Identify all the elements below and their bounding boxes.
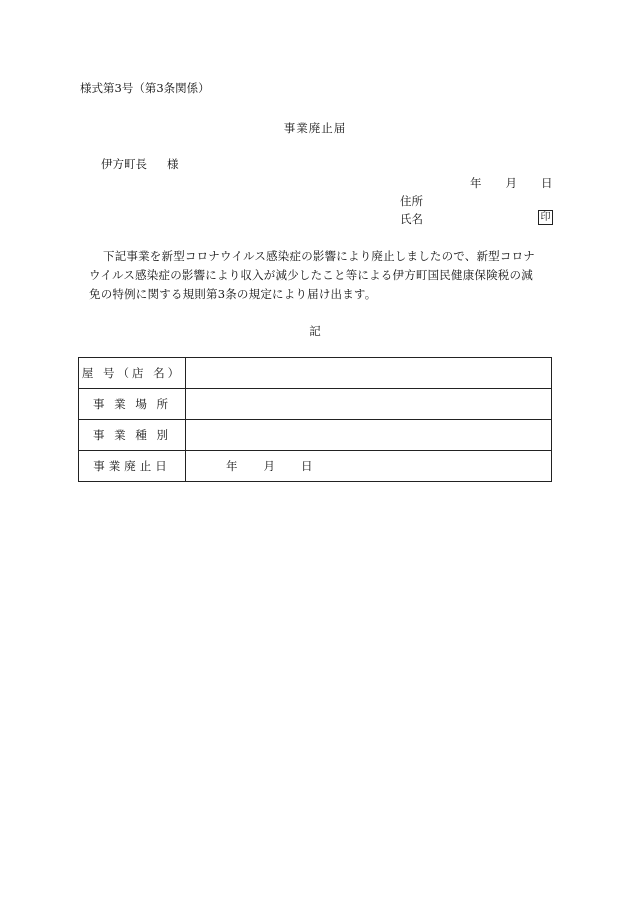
- addressee-name: 伊方町長: [101, 157, 147, 171]
- submission-date: [470, 175, 553, 191]
- document-title: 事業廃止届: [283, 121, 347, 135]
- table-row: [79, 358, 552, 389]
- row-label-closing-date: 事業廃止日: [79, 451, 186, 482]
- closing-month-label: 月: [263, 459, 275, 473]
- table-row: [79, 420, 552, 451]
- table-row: [79, 451, 552, 482]
- addressee-honorific: 様: [167, 157, 179, 171]
- seal-stamp-box: 印: [538, 210, 553, 225]
- table-row: [79, 389, 552, 420]
- business-details-table: [78, 357, 552, 482]
- business-type-field[interactable]: [186, 420, 552, 451]
- address-label: 住所: [400, 194, 423, 208]
- row-label-business-type: 事 業 種 別: [79, 420, 186, 451]
- date-month-label: 月: [505, 176, 517, 190]
- closing-day-label: 日: [301, 459, 313, 473]
- shop-name-field[interactable]: [186, 358, 552, 389]
- closing-year-label: 年: [226, 459, 238, 473]
- name-label: 氏名: [400, 212, 423, 226]
- date-year-label: 年: [470, 176, 482, 190]
- closing-date-field[interactable]: [186, 451, 552, 482]
- date-day-label: 日: [541, 176, 553, 190]
- ki-heading: 記: [309, 324, 321, 338]
- addressee: [101, 156, 179, 172]
- row-label-shop-name: 屋 号（店 名）: [79, 358, 186, 389]
- row-label-business-location: 事 業 場 所: [79, 389, 186, 420]
- business-location-field[interactable]: [186, 389, 552, 420]
- body-text: 下記事業を新型コロナウイルス感染症の影響により廃止しましたので、新型コロナウイルス感染症の影響により収入が減少したこと等による伊方町国民健康保険税の減免の特例に関する規則第3条の規定により届け出ます。: [89, 249, 535, 301]
- body-paragraph: [89, 247, 539, 304]
- form-number: 様式第3号（第3条関係）: [80, 81, 210, 95]
